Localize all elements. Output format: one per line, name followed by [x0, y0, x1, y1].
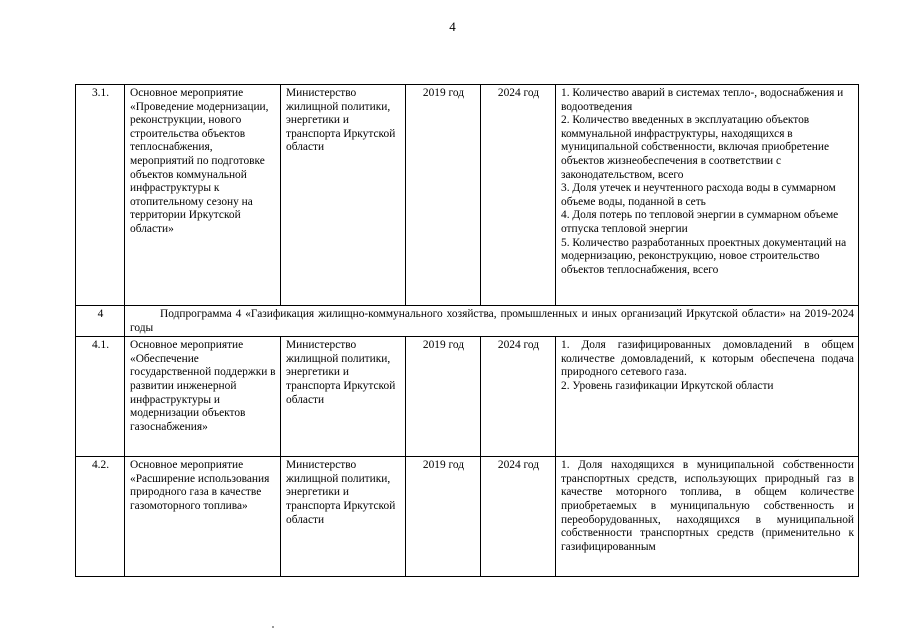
table-row	[76, 337, 859, 457]
table-row	[76, 85, 859, 306]
event-name: Основное мероприятие «Обеспечение государственной поддержки в развитии инженерной инфраструктуры и модернизации объектов газоснабжения»	[125, 337, 281, 457]
scan-speck	[272, 626, 274, 628]
start-year: 2019 год	[406, 85, 481, 306]
program-events-table	[75, 84, 859, 577]
indicator-item: 4. Доля потерь по тепловой энергии в суммарном объеме отпуска тепловой энергии	[561, 209, 839, 235]
indicator-item: 5. Количество разработанных проектных документаций на модернизацию, реконструкцию, новое строительство объектов теплоснабжения, всего	[561, 236, 847, 276]
page-number: 4	[449, 19, 456, 34]
indicators	[556, 457, 859, 577]
indicators	[556, 337, 859, 457]
indicators	[556, 85, 859, 306]
indicator-item: 2. Уровень газификации Иркутской области	[561, 379, 774, 392]
end-year: 2024 год	[481, 85, 556, 306]
row-number: 3.1.	[76, 85, 125, 306]
indicator-item: 3. Доля утечек и неучтенного расхода воды в суммарном объеме воды, поданной в сеть	[561, 182, 836, 208]
executor: Министерство жилищной политики, энергетики и транспорта Иркутской области	[281, 85, 406, 306]
table-row	[76, 457, 859, 577]
end-year: 2024 год	[481, 337, 556, 457]
indicator-item: 1. Количество аварий в системах тепло-, водоснабжения и водоотведения	[561, 87, 844, 113]
end-year: 2024 год	[481, 457, 556, 577]
table-row-subprogram	[76, 306, 859, 337]
subprogram-title: Подпрограмма 4 «Газификация жилищно-коммунального хозяйства, промышленных и иных организаций Иркутской области» на 2019-2024 годы	[125, 306, 859, 337]
row-number: 4	[76, 306, 125, 337]
executor: Министерство жилищной политики, энергетики и транспорта Иркутской области	[281, 337, 406, 457]
event-name: Основное мероприятие «Расширение использования природного газа в качестве газомоторного топлива»	[125, 457, 281, 577]
row-number: 4.1.	[76, 337, 125, 457]
indicator-item: 2. Количество введенных в эксплуатацию объектов коммунальной инфраструктуры, находящихся в муниципальной собственности, включая приобретение объектов жизнеобеспечения в соответствии с законодательством, всего	[561, 114, 830, 181]
event-name: Основное мероприятие «Проведение модернизации, реконструкции, нового строительства объектов теплоснабжения, мероприятий по подготовке объектов коммунальной инфраструктуры к отопительному сезону на территории Иркутской области»	[125, 85, 281, 306]
indicator-item: 1. Доля газифицированных домовладений в общем количестве домовладений, к которым обеспечена подача природного сетевого газа.	[561, 339, 854, 379]
start-year: 2019 год	[406, 337, 481, 457]
indicator-item: 1. Доля находящихся в муниципальной собственности транспортных средств, использующих природный газ в качестве моторного топлива, в общем количестве приобретаемых в муниципальную собственность и переоборудованных, находящихся в муниципальной собственности транспортных средств (применительно к газифицированным	[561, 459, 854, 553]
start-year: 2019 год	[406, 457, 481, 577]
executor: Министерство жилищной политики, энергетики и транспорта Иркутской области	[281, 457, 406, 577]
row-number: 4.2.	[76, 457, 125, 577]
